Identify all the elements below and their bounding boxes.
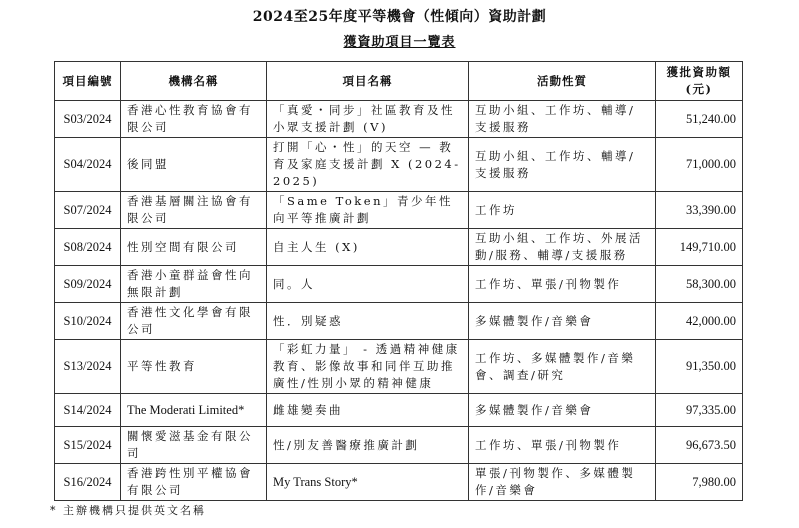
cell-activity-type: 多媒體製作/音樂會 bbox=[469, 303, 656, 340]
cell-project-name: 自主人生 (X) bbox=[267, 229, 469, 266]
subtitle-text: 獲資助項目一覽表 bbox=[343, 35, 456, 50]
cell-organisation: 平等性教育 bbox=[121, 340, 267, 394]
cell-amount: 33,390.00 bbox=[656, 192, 743, 229]
footnote: * 主辦機構只提供英文名稱 bbox=[50, 504, 206, 517]
table-row bbox=[55, 266, 743, 303]
cell-amount: 96,673.50 bbox=[656, 427, 743, 464]
table-row bbox=[55, 394, 743, 427]
cell-project-name: 性．別疑惑 bbox=[267, 303, 469, 340]
cell-project-name: 性/別友善醫療推廣計劃 bbox=[267, 427, 469, 464]
cell-project-id: S10/2024 bbox=[55, 303, 121, 340]
cell-project-name: 同。人 bbox=[267, 266, 469, 303]
cell-organisation: 香港心性教育協會有限公司 bbox=[121, 101, 267, 138]
cell-amount: 97,335.00 bbox=[656, 394, 743, 427]
cell-activity-type: 工作坊、單張/刊物製作 bbox=[469, 427, 656, 464]
cell-activity-type: 互助小組、工作坊、輔導/支援服務 bbox=[469, 138, 656, 192]
cell-project-id: S04/2024 bbox=[55, 138, 121, 192]
table-row bbox=[55, 464, 743, 501]
cell-organisation: 香港跨性別平權協會有限公司 bbox=[121, 464, 267, 501]
header-project-name: 項目名稱 bbox=[267, 62, 469, 101]
funded-projects-table bbox=[54, 61, 743, 501]
table-row bbox=[55, 427, 743, 464]
cell-project-id: S14/2024 bbox=[55, 394, 121, 427]
cell-activity-type: 多媒體製作/音樂會 bbox=[469, 394, 656, 427]
cell-project-id: S13/2024 bbox=[55, 340, 121, 394]
cell-project-id: S07/2024 bbox=[55, 192, 121, 229]
cell-project-id: S09/2024 bbox=[55, 266, 121, 303]
cell-activity-type: 互助小組、工作坊、輔導/支援服務 bbox=[469, 101, 656, 138]
cell-amount: 58,300.00 bbox=[656, 266, 743, 303]
table-row bbox=[55, 229, 743, 266]
table-row bbox=[55, 340, 743, 394]
table-row bbox=[55, 138, 743, 192]
cell-project-id: S08/2024 bbox=[55, 229, 121, 266]
cell-organisation: 香港小童群益會性向無限計劃 bbox=[121, 266, 267, 303]
cell-amount: 71,000.00 bbox=[656, 138, 743, 192]
table-row bbox=[55, 303, 743, 340]
cell-project-id: S16/2024 bbox=[55, 464, 121, 501]
cell-organisation: 性別空間有限公司 bbox=[121, 229, 267, 266]
cell-amount: 7,980.00 bbox=[656, 464, 743, 501]
cell-project-id: S03/2024 bbox=[55, 101, 121, 138]
cell-amount: 42,000.00 bbox=[656, 303, 743, 340]
header-organisation: 機構名稱 bbox=[121, 62, 267, 101]
cell-activity-type: 工作坊、多媒體製作/音樂會、調查/研究 bbox=[469, 340, 656, 394]
cell-amount: 91,350.00 bbox=[656, 340, 743, 394]
cell-project-id: S15/2024 bbox=[55, 427, 121, 464]
cell-project-name: 「真愛・同步」社區教育及性小眾支援計劃 (V) bbox=[267, 101, 469, 138]
cell-activity-type: 互助小組、工作坊、外展活動/服務、輔導/支援服務 bbox=[469, 229, 656, 266]
cell-activity-type: 工作坊、單張/刊物製作 bbox=[469, 266, 656, 303]
cell-project-name: My Trans Story* bbox=[267, 464, 469, 501]
document-subtitle bbox=[0, 31, 799, 50]
cell-activity-type: 單張/刊物製作、多媒體製作/音樂會 bbox=[469, 464, 656, 501]
cell-project-name: 雌雄變奏曲 bbox=[267, 394, 469, 427]
table-header-row bbox=[55, 62, 743, 101]
cell-project-name: 打開「心・性」的天空 — 教育及家庭支援計劃 X (2024-2025) bbox=[267, 138, 469, 192]
cell-organisation: The Moderati Limited* bbox=[121, 394, 267, 427]
cell-organisation: 香港性文化學會有限公司 bbox=[121, 303, 267, 340]
table-row bbox=[55, 192, 743, 229]
table-row bbox=[55, 101, 743, 138]
cell-project-name: 「Same Token」青少年性向平等推廣計劃 bbox=[267, 192, 469, 229]
cell-project-name: 「彩虹力量」 - 透過精神健康教育、影像故事和同伴互助推廣性/性別小眾的精神健康 bbox=[267, 340, 469, 394]
document-title: 2024至25年度平等機會（性傾向）資助計劃 bbox=[252, 9, 547, 25]
header-amount: 獲批資助額 (元) bbox=[656, 62, 743, 101]
header-project-id: 項目編號 bbox=[55, 62, 121, 101]
cell-organisation: 關懷愛滋基金有限公司 bbox=[121, 427, 267, 464]
cell-amount: 51,240.00 bbox=[656, 101, 743, 138]
cell-organisation: 後同盟 bbox=[121, 138, 267, 192]
cell-organisation: 香港基層關注協會有限公司 bbox=[121, 192, 267, 229]
cell-activity-type: 工作坊 bbox=[469, 192, 656, 229]
cell-amount: 149,710.00 bbox=[656, 229, 743, 266]
header-activity-type: 活動性質 bbox=[469, 62, 656, 101]
